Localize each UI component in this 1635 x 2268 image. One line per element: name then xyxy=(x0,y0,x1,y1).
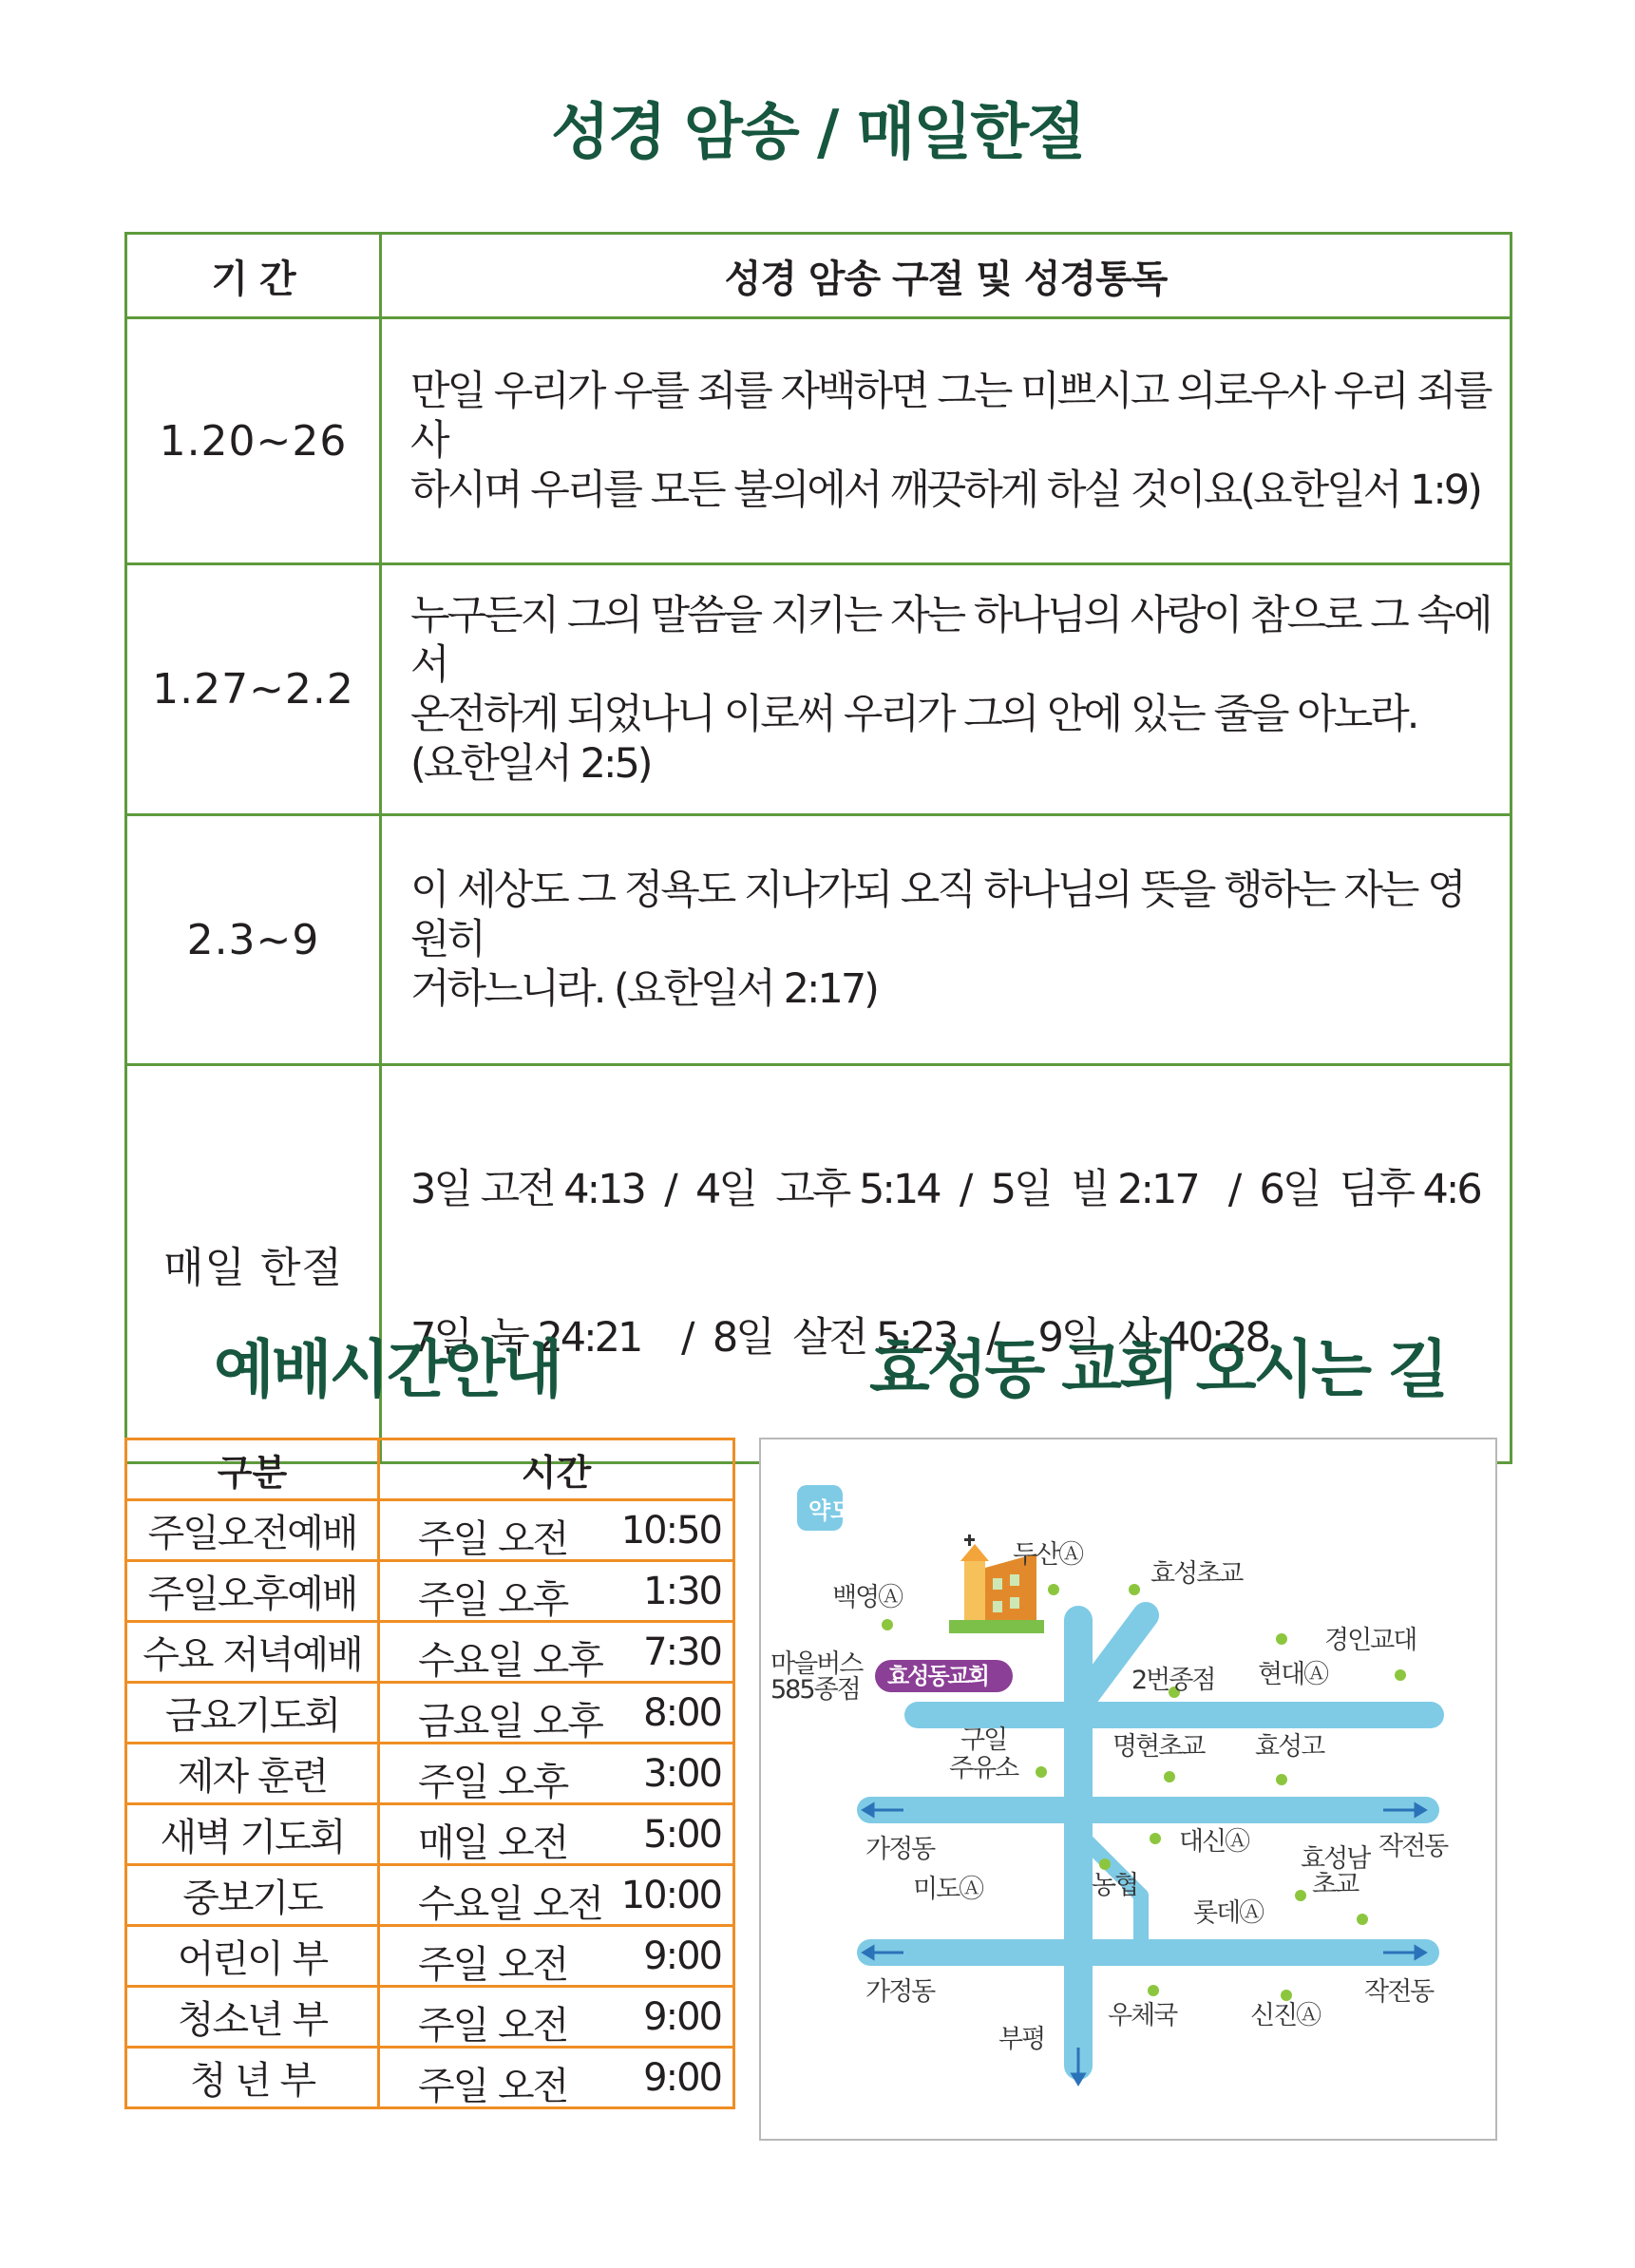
table-row xyxy=(126,1500,734,1561)
dot-icon xyxy=(1150,1833,1161,1844)
service-time: 7:30 xyxy=(643,1630,721,1674)
service-time-cell xyxy=(379,2048,734,2108)
table-row xyxy=(126,564,1511,815)
service-day: 주일 오후 xyxy=(418,1761,568,1804)
table-row xyxy=(126,318,1511,564)
period-cell: 매일 한절 xyxy=(126,1065,381,1463)
service-time-cell xyxy=(379,1926,734,1987)
dot-icon xyxy=(1099,1858,1111,1870)
service-day: 매일 오전 xyxy=(418,1821,568,1865)
table-row xyxy=(126,1804,734,1865)
period-cell: 1.27~2.2 xyxy=(126,564,381,815)
service-time: 9:00 xyxy=(643,1995,721,2039)
header-verse: 성경 암송 구절 및 성경통독 xyxy=(381,234,1511,318)
map-label-gajeong-bottom: 가정동 xyxy=(865,1977,935,2007)
map-label-bupyeong: 부평 xyxy=(998,2025,1045,2054)
map-label-daesin: 대신Ⓐ xyxy=(1179,1827,1249,1857)
dot-icon xyxy=(1281,1990,1292,2001)
map-label-mido: 미도Ⓐ xyxy=(913,1875,983,1904)
service-time: 10:00 xyxy=(620,1874,721,1917)
dot-icon xyxy=(1295,1890,1306,1901)
map-label-hyoseongnam2: 초교 xyxy=(1312,1870,1359,1899)
dot-icon xyxy=(1036,1766,1047,1778)
worship-title: 예배시간안내 xyxy=(214,1333,561,1406)
memory-verse-table xyxy=(124,232,1512,1464)
badge-text: 약도 xyxy=(808,1497,853,1524)
map-label-gajeong-top: 가정동 xyxy=(865,1835,935,1864)
service-name: 청소년 부 xyxy=(126,1987,379,2048)
church-label: 효성동교회 xyxy=(887,1663,988,1689)
map-label-hyoseong-high: 효성고 xyxy=(1255,1732,1324,1762)
service-time-cell xyxy=(379,1744,734,1804)
verse-line: 거하느니라. (요한일서 2:17) xyxy=(410,965,877,1013)
service-day: 금요일 오후 xyxy=(418,1700,602,1744)
verse-cell xyxy=(381,564,1511,815)
map-label-bus1: 마을버스 xyxy=(770,1649,863,1679)
map-label-baekyoung: 백영Ⓐ xyxy=(832,1583,903,1612)
service-time-cell xyxy=(379,1804,734,1865)
service-name: 주일오전예배 xyxy=(126,1500,379,1561)
header-period: 기 간 xyxy=(126,234,381,318)
service-time: 5:00 xyxy=(643,1813,721,1857)
map-label-myeonghyeon: 명현초교 xyxy=(1112,1732,1205,1762)
verse-line: 만일 우리가 우를 죄를 자백하면 그는 미쁘시고 의로우사 우리 죄를 사 xyxy=(410,368,1491,465)
service-name: 새벽 기도회 xyxy=(126,1804,379,1865)
table-row xyxy=(126,1561,734,1622)
header-category: 구분 xyxy=(126,1439,379,1500)
service-time-cell xyxy=(379,1500,734,1561)
table-row xyxy=(126,1744,734,1804)
map-title: 효성동 교회 오시는 길 xyxy=(869,1333,1446,1406)
service-time-cell xyxy=(379,1683,734,1744)
service-time: 1:30 xyxy=(643,1570,721,1613)
service-time-cell xyxy=(379,1622,734,1683)
table-row xyxy=(126,1683,734,1744)
service-day: 주일 오전 xyxy=(418,1943,568,1987)
service-day: 수요일 오전 xyxy=(418,1882,602,1926)
service-time: 3:00 xyxy=(643,1752,721,1796)
verse-line: 이 세상도 그 정욕도 지나가되 오직 하나님의 뜻을 행하는 자는 영원히 xyxy=(410,867,1464,963)
verse-line: 하시며 우리를 모든 불의에서 깨끗하게 하실 것이요(요한일서 1:9) xyxy=(410,467,1480,514)
map-label-doosan: 두산Ⓐ xyxy=(1013,1540,1083,1570)
service-name: 수요 저녁예배 xyxy=(126,1622,379,1683)
map-label-bus2: 585종점 xyxy=(770,1675,860,1705)
dot-icon xyxy=(1276,1633,1287,1645)
table-row xyxy=(126,1987,734,2048)
service-day: 수요일 오후 xyxy=(418,1639,602,1683)
map-label-bus-terminal: 2번종점 xyxy=(1131,1666,1215,1695)
map-label-guil1: 구일 xyxy=(960,1725,1007,1755)
service-day: 주일 오전 xyxy=(418,1517,568,1561)
dot-icon xyxy=(882,1619,893,1630)
dot-icon xyxy=(1164,1771,1175,1782)
service-time: 9:00 xyxy=(643,2056,721,2100)
arrow-down-head-icon xyxy=(1073,2074,1084,2084)
verse-line: (요한일서 2:5) xyxy=(410,739,651,788)
memory-title: 성경 암송 / 매일한절 xyxy=(551,98,1084,168)
map-badge xyxy=(797,1485,853,1531)
service-name: 청 년 부 xyxy=(126,2048,379,2108)
service-time: 10:50 xyxy=(620,1509,721,1553)
map-label-hyoseongnam1: 효성남 xyxy=(1301,1844,1370,1874)
map-label-sinjin: 신진Ⓐ xyxy=(1250,2001,1321,2030)
dot-icon xyxy=(1276,1774,1287,1785)
service-name: 제자 훈련 xyxy=(126,1744,379,1804)
service-time-cell xyxy=(379,1987,734,2048)
table-header-row xyxy=(126,234,1511,318)
period-cell: 2.3~9 xyxy=(126,815,381,1065)
map-label-jakjeon-top: 작전동 xyxy=(1378,1832,1448,1861)
service-time: 8:00 xyxy=(643,1691,721,1735)
map-label-guil2: 주유소 xyxy=(949,1754,1018,1783)
dot-icon xyxy=(1148,1985,1159,1996)
table-row xyxy=(126,1865,734,1926)
service-time-cell xyxy=(379,1865,734,1926)
map-drawing xyxy=(761,1439,1495,2139)
service-day: 주일 오전 xyxy=(418,2065,568,2108)
verse-line: 3일 고전 4:13 / 4일 고후 5:14 / 5일 빌 2:17 / 6일 딤후 4:6 xyxy=(410,1166,1480,1213)
verse-cell xyxy=(381,815,1511,1065)
map-label-post-office: 우체국 xyxy=(1108,2001,1177,2030)
service-name: 어린이 부 xyxy=(126,1926,379,1987)
map-label-gyeongin: 경인교대 xyxy=(1324,1626,1416,1655)
verse-line: 7일 눅 24:21 / 8일 살전 5:23 / 9일 사 40:28 xyxy=(410,1314,1268,1362)
church-map xyxy=(759,1438,1497,2141)
table-row xyxy=(126,2048,734,2108)
worship-time-table xyxy=(124,1438,735,2109)
dot-icon xyxy=(1129,1584,1140,1595)
period-cell: 1.20~26 xyxy=(126,318,381,564)
service-name: 중보기도 xyxy=(126,1865,379,1926)
table-header-row xyxy=(126,1439,734,1500)
dot-icon xyxy=(1395,1669,1406,1681)
map-label-jakjeon-bottom: 작전동 xyxy=(1364,1977,1434,2007)
service-day: 주일 오전 xyxy=(418,2004,568,2048)
table-row xyxy=(126,815,1511,1065)
verse-line: 온전하게 되었나니 이로써 우리가 그의 안에 있는 줄을 아노라. xyxy=(410,690,1417,738)
service-time: 9:00 xyxy=(643,1934,721,1978)
map-label-hyundai: 현대Ⓐ xyxy=(1258,1660,1328,1689)
service-name: 주일오후예배 xyxy=(126,1561,379,1622)
dot-icon xyxy=(1357,1914,1368,1925)
service-day: 주일 오후 xyxy=(418,1578,568,1622)
table-row xyxy=(126,1926,734,1987)
dot-icon xyxy=(1048,1584,1059,1595)
service-time-cell xyxy=(379,1561,734,1622)
verse-line: 누구든지 그의 말씀을 지키는 자는 하나님의 사랑이 참으로 그 속에서 xyxy=(410,591,1491,689)
map-label-lotte: 롯데Ⓐ xyxy=(1193,1898,1264,1928)
service-name: 금요기도회 xyxy=(126,1683,379,1744)
map-label-nonghyup: 농협 xyxy=(1092,1871,1138,1900)
map-label-hyoseong-elem: 효성초교 xyxy=(1150,1559,1243,1589)
verse-cell xyxy=(381,318,1511,564)
header-time: 시간 xyxy=(379,1439,734,1500)
table-row xyxy=(126,1622,734,1683)
